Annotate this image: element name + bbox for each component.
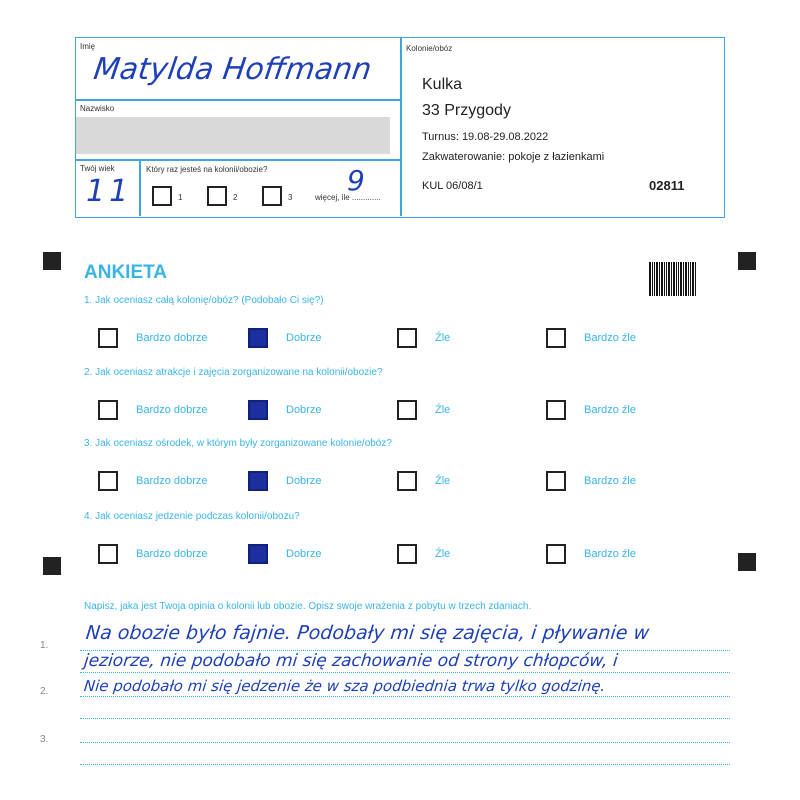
camp-label: Kolonie/obóz bbox=[406, 44, 453, 53]
question-2-option-1-label: Bardzo dobrze bbox=[136, 404, 208, 416]
opinion-line-5 bbox=[80, 742, 730, 743]
visit-checkbox-2[interactable] bbox=[207, 186, 227, 206]
opinion-line-2 bbox=[80, 672, 730, 673]
question-1-option-1-label: Bardzo dobrze bbox=[136, 332, 208, 344]
visit-option-1: 1 bbox=[178, 193, 183, 202]
visit-count-label: Który raz jesteś na kolonii/obozie? bbox=[146, 165, 268, 174]
barcode bbox=[649, 262, 704, 296]
header-hline-2 bbox=[76, 159, 400, 161]
question-4-option-1-label: Bardzo dobrze bbox=[136, 548, 208, 560]
opinion-handwriting-3: Nie podobało mi się jedzenie że w sza podbiednia trwa tylko godzinę. bbox=[83, 677, 607, 695]
opinion-handwriting-2: jeziorze, nie podobało mi się zachowanie od strony chłopców, i bbox=[82, 651, 619, 671]
question-2-option-2-label: Dobrze bbox=[286, 404, 322, 416]
question-1-option-4-label: Bardzo źle bbox=[584, 332, 636, 344]
registration-marker-bottom-left bbox=[43, 557, 61, 575]
question-1-option-4-checkbox[interactable] bbox=[546, 328, 566, 348]
header-vline-age bbox=[139, 160, 141, 216]
question-3-option-1-label: Bardzo dobrze bbox=[136, 475, 208, 487]
question-3-option-4-label: Bardzo źle bbox=[584, 475, 636, 487]
visit-checkbox-1[interactable] bbox=[152, 186, 172, 206]
question-3-text: 3. Jak oceniasz ośrodek, w którym były zorganizowane kolonie/obóz? bbox=[84, 438, 392, 449]
question-2-option-4-checkbox[interactable] bbox=[546, 400, 566, 420]
question-3-option-3-label: Źle bbox=[435, 475, 451, 487]
question-1-option-3-label: Źle bbox=[435, 332, 451, 344]
registration-marker-top-left bbox=[43, 252, 61, 270]
last-name-redaction bbox=[76, 117, 390, 154]
first-name-value: Matylda Hoffmann bbox=[91, 52, 374, 87]
question-4-option-3-label: Źle bbox=[435, 548, 451, 560]
visit-option-2: 2 bbox=[233, 193, 238, 202]
line-number-1: 1. bbox=[40, 640, 49, 651]
age-label: Twój wiek bbox=[80, 164, 115, 173]
question-4-option-1-checkbox[interactable] bbox=[98, 544, 118, 564]
question-4-text: 4. Jak oceniasz jedzenie podczas kolonii/obozu? bbox=[84, 511, 300, 522]
question-4-option-2-label: Dobrze bbox=[286, 548, 322, 560]
question-2-text: 2. Jak oceniasz atrakcje i zajęcia zorganizowane na kolonii/obozie? bbox=[84, 367, 383, 378]
question-1-option-3-checkbox[interactable] bbox=[397, 328, 417, 348]
turnus-dates: Turnus: 19.08-29.08.2022 bbox=[422, 131, 549, 143]
question-2-option-3-label: Źle bbox=[435, 404, 451, 416]
first-name-label: Imię bbox=[80, 42, 96, 51]
opinion-line-3 bbox=[80, 696, 730, 697]
last-name-label: Nazwisko bbox=[80, 104, 115, 113]
form-number: 02811 bbox=[649, 178, 685, 193]
question-2-option-2-checkbox[interactable] bbox=[248, 400, 268, 420]
header-hline-1 bbox=[76, 99, 400, 101]
question-4-option-4-checkbox[interactable] bbox=[546, 544, 566, 564]
opinion-line-4 bbox=[80, 718, 730, 719]
line-number-3: 3. bbox=[40, 734, 49, 745]
question-4-option-4-label: Bardzo źle bbox=[584, 548, 636, 560]
more-times-label: więcej, ile ............. bbox=[315, 193, 381, 202]
camp-name: Kulka bbox=[422, 76, 463, 93]
question-3-option-2-checkbox[interactable] bbox=[248, 471, 268, 491]
opinion-handwriting-1: Na obozie było fajnie. Podobały mi się zajęcia, i pływanie w bbox=[84, 622, 651, 644]
visit-option-3: 3 bbox=[288, 193, 293, 202]
question-1-option-2-label: Dobrze bbox=[286, 332, 322, 344]
header-divider bbox=[400, 38, 402, 216]
question-4-option-3-checkbox[interactable] bbox=[397, 544, 417, 564]
question-3-option-3-checkbox[interactable] bbox=[397, 471, 417, 491]
question-3-option-1-checkbox[interactable] bbox=[98, 471, 118, 491]
survey-title: ANKIETA bbox=[84, 262, 168, 283]
question-2-option-4-label: Bardzo źle bbox=[584, 404, 636, 416]
accommodation: Zakwaterowanie: pokoje z łazienkami bbox=[422, 151, 605, 163]
line-number-2: 2. bbox=[40, 686, 49, 697]
question-2-option-1-checkbox[interactable] bbox=[98, 400, 118, 420]
question-1-text: 1. Jak oceniasz całą kolonię/obóz? (Podobało Ci się?) bbox=[84, 295, 324, 306]
camp-subtitle: 33 Przygody bbox=[422, 102, 511, 119]
registration-marker-bottom-right bbox=[738, 553, 756, 571]
question-2-option-3-checkbox[interactable] bbox=[397, 400, 417, 420]
question-4-option-2-checkbox[interactable] bbox=[248, 544, 268, 564]
age-value: 11 bbox=[86, 174, 133, 209]
camp-code: KUL 06/08/1 bbox=[422, 180, 483, 192]
question-1-option-2-checkbox[interactable] bbox=[248, 328, 268, 348]
question-3-option-4-checkbox[interactable] bbox=[546, 471, 566, 491]
question-3-option-2-label: Dobrze bbox=[286, 475, 322, 487]
visit-checkbox-3[interactable] bbox=[262, 186, 282, 206]
opinion-prompt: Napisz, jaka jest Twoja opinia o kolonii lub obozie. Opisz swoje wrażenia z pobytu w trzech zdaniach. bbox=[84, 601, 532, 612]
more-times-value: 9 bbox=[347, 164, 365, 197]
opinion-line-6 bbox=[80, 764, 730, 765]
question-1-option-1-checkbox[interactable] bbox=[98, 328, 118, 348]
registration-marker-top-right bbox=[738, 252, 756, 270]
